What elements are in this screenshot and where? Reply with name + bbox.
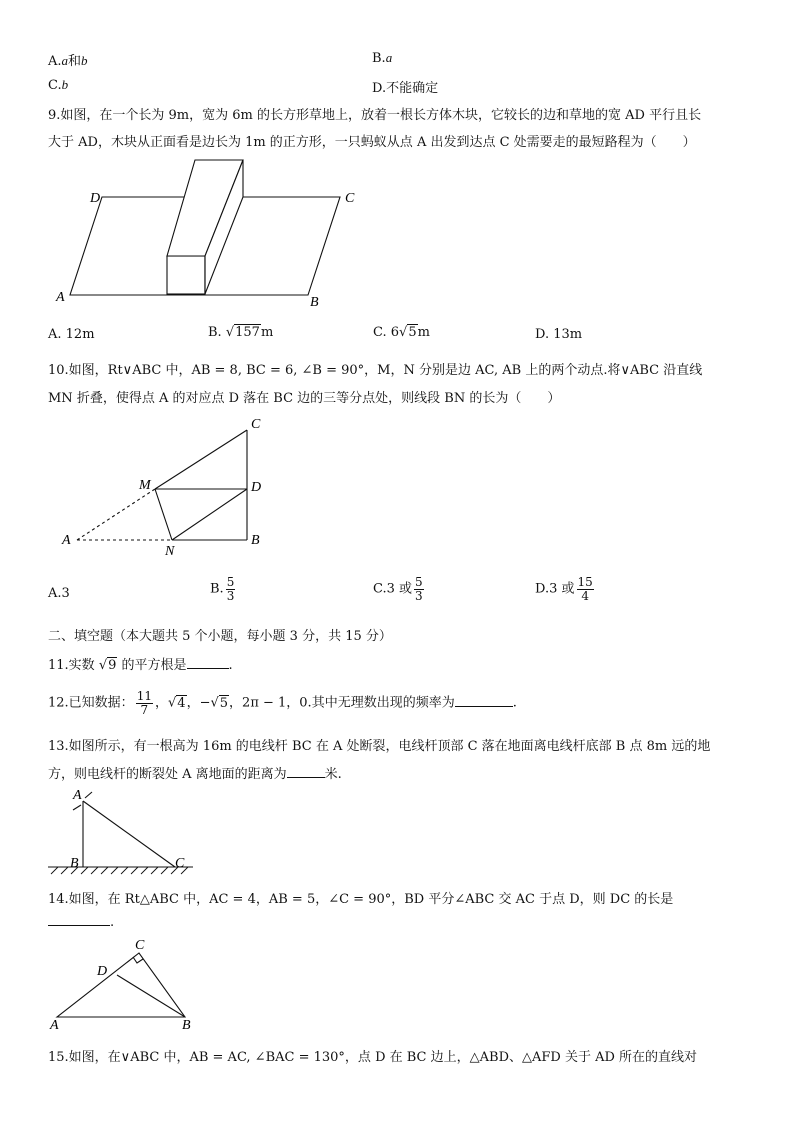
q10-option-c: C.3 或 $\frac{5}{3}$ <box>373 575 423 603</box>
q10-label-a: A <box>62 533 71 548</box>
q10-label-m: M <box>139 478 151 493</box>
q13-stem-line1: 13.如图所示，有一根高为 16m 的电线杆 BC 在 A 处断裂，电线杆顶部 C 落在地面离电线杆底部 B 点 8m 远的地 <box>48 739 711 754</box>
q9-option-b: B. √157m <box>208 325 274 340</box>
q9-option-d: D. 13m <box>535 327 583 342</box>
q9-label-c: C <box>345 191 355 206</box>
q13-label-c: C <box>175 856 185 871</box>
q8-option-a: A.a和b <box>48 53 88 69</box>
q13-figure <box>45 785 205 880</box>
q14-stem-line1: 14.如图，在 Rt△ABC 中，AC = 4，AB = 5，∠C = 90°，BD 平分∠ABC 交 AC 于点 D，则 DC 的长是 <box>48 892 674 907</box>
q10-label-b: B <box>251 533 260 548</box>
q8-option-c: C.b <box>48 77 69 93</box>
q9-label-b: B <box>310 295 319 310</box>
q8-option-b: B.a <box>372 50 393 66</box>
q14-stem-line2: . <box>48 915 114 930</box>
q14-label-d: D <box>97 964 108 979</box>
q9-option-a: A. 12m <box>48 327 95 342</box>
q8-option-d: D.不能确定 <box>372 81 439 96</box>
q9-label-d: D <box>90 191 101 206</box>
q9-stem-line2: 大于 AD，木块从正面看是边长为 1m 的正方形，一只蚂蚁从点 A 出发到达点 C 处需要走的最短路程为（ ） <box>48 135 696 150</box>
q13-label-a: A <box>73 788 82 803</box>
q9-figure <box>40 150 380 310</box>
q13-stem-line2: 方，则电线杆的断裂处 A 离地面的距离为 米. <box>48 767 342 782</box>
section-2-heading: 二、填空题（本大题共 5 个小题，每小题 3 分，共 15 分） <box>48 629 392 644</box>
q15-stem-line1: 15.如图，在∨ABC 中，AB = AC, ∠BAC = 130°，点 D 在 BC 边上，△ABD、△AFD 关于 AD 所在的直线对 <box>48 1050 698 1065</box>
q10-option-a: A.3 <box>48 586 70 601</box>
q9-option-c: C. 6√5m <box>373 325 430 340</box>
q14-label-a: A <box>50 1018 59 1033</box>
q14-label-c: C <box>135 938 145 953</box>
q10-figure <box>55 412 285 562</box>
q11-stem: 11.实数 √9 的平方根是 . <box>48 658 233 673</box>
q10-label-d: D <box>251 480 262 495</box>
q10-stem-line1: 10.如图，Rt∨ABC 中，AB = 8, BC = 6, ∠B = 90°，M，N 分别是边 AC, AB 上的两个动点.将∨ABC 沿直线 <box>48 363 703 378</box>
q10-option-d: D.3 或 $\frac{15}{4}$ <box>535 575 593 603</box>
q13-label-b: B <box>70 856 79 871</box>
q9-stem-line1: 9.如图，在一个长为 9m，宽为 6m 的长方形草地上，放着一根长方体木块，它较长的边和草地的宽 AD 平行且长 <box>48 108 702 123</box>
q14-figure <box>45 935 205 1035</box>
q12-stem: 12.已知数据： $\frac{11}{7}$ ，√4，−√5，2π − 1，0.其中无理数出现的频率为 . <box>48 689 517 717</box>
q10-stem-line2: MN 折叠，使得点 A 的对应点 D 落在 BC 边的三等分点处，则线段 BN 的长为（ ） <box>48 391 561 406</box>
q10-label-n: N <box>165 544 175 559</box>
q10-label-c: C <box>251 417 261 432</box>
q14-label-b: B <box>182 1018 191 1033</box>
q9-label-a: A <box>56 290 65 305</box>
q10-option-b: B. $\frac{5}{3}$ <box>210 575 235 603</box>
